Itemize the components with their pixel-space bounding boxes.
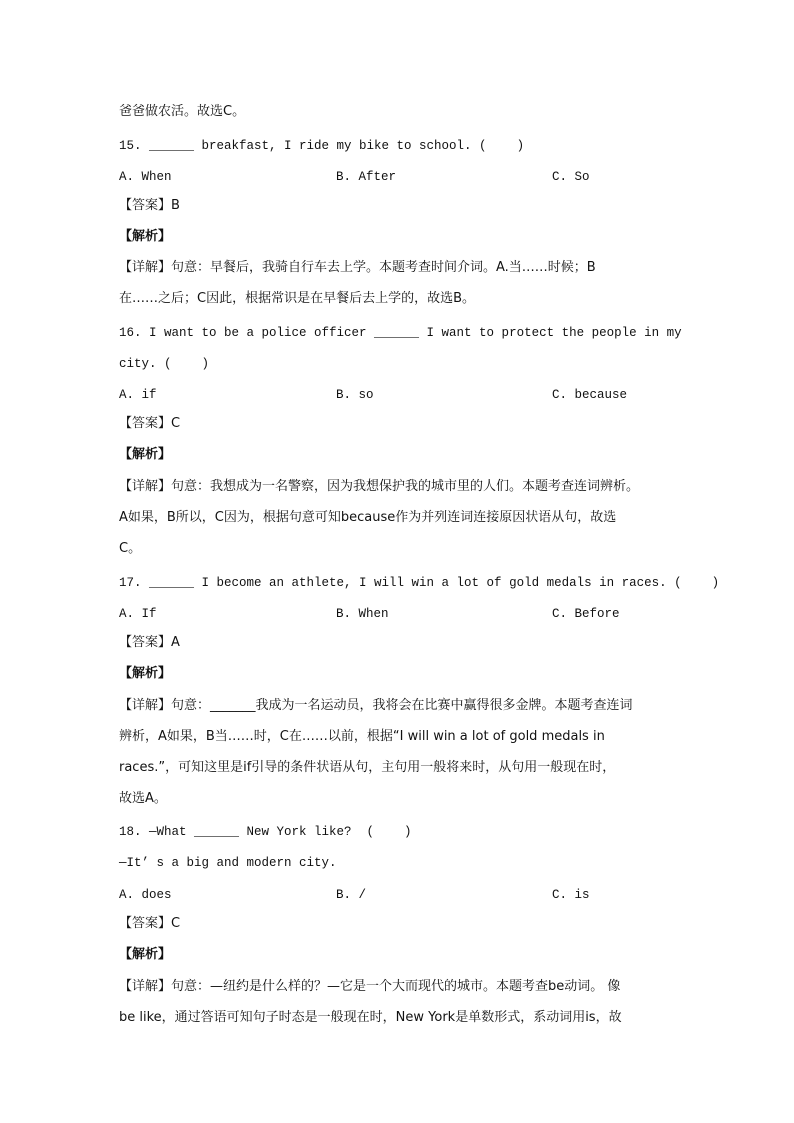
question-17: 17. ______ I become an athlete, I will win a lot of gold medals in races. ( ) [119,576,720,590]
option-b: B. / [336,888,367,902]
detail-line: 故选A。 [119,791,167,806]
question-16-cont: city. ( ) [119,357,210,371]
detail-line: be like，通过答语可知句子时态是一般现在时，New York是单数形式，系动词用is，故 [119,1010,622,1025]
answer-line: 【答案】B [119,198,180,213]
answer-line: 【答案】C [119,916,181,931]
option-c: C. because [552,388,628,402]
analysis-heading: 【解析】 [119,447,172,462]
question-18-reply: —It’ s a big and modern city. [119,856,337,870]
detail-line: A如果，B所以，C因为，根据句意可知because作为并列连词连接原因状语从句，故选 [119,510,617,525]
option-a: A. When [119,170,172,184]
text-line: 爸爸做农活。故选C。 [119,104,246,119]
analysis-heading: 【解析】 [119,666,172,681]
analysis-heading: 【解析】 [119,229,172,244]
option-c: C. is [552,888,590,902]
question-18: 18. —What ______ New York like? ( ) [119,825,412,839]
answer-line: 【答案】A [119,635,180,650]
detail-line: 辨析，A如果，B当……时，C在……以前，根据“I will win a lot of gold medals in [119,729,605,744]
question-16: 16. I want to be a police officer ______ I want to protect the people in my [119,326,682,340]
detail-line: races.”，可知这里是if引导的条件状语从句，主句用一般将来时，从句用一般现在时， [119,760,616,775]
option-c: C. So [552,170,590,184]
option-a: A. if [119,388,157,402]
option-b: B. so [336,388,374,402]
question-15: 15. ______ breakfast, I ride my bike to school. ( ) [119,139,525,153]
detail-line: 【详解】句意：_______我成为一名运动员，我将会在比赛中赢得很多金牌。本题考查连词 [119,698,633,713]
option-c: C. Before [552,607,620,621]
detail-line: C。 [119,541,142,556]
detail-line: 【详解】句意：—纽约是什么样的？—它是一个大而现代的城市。本题考查be动词。 像 [119,979,621,994]
option-b: B. When [336,607,389,621]
option-a: A. If [119,607,157,621]
detail-line: 在……之后；C因此，根据常识是在早餐后去上学的，故选B。 [119,291,475,306]
option-b: B. After [336,170,397,184]
detail-line: 【详解】句意：我想成为一名警察，因为我想保护我的城市里的人们。本题考查连词辨析。 [119,479,640,494]
option-a: A. does [119,888,172,902]
answer-line: 【答案】C [119,416,181,431]
analysis-heading: 【解析】 [119,947,172,962]
detail-line: 【详解】句意：早餐后，我骑自行车去上学。本题考查时间介词。A.当……时候；B [119,260,596,275]
